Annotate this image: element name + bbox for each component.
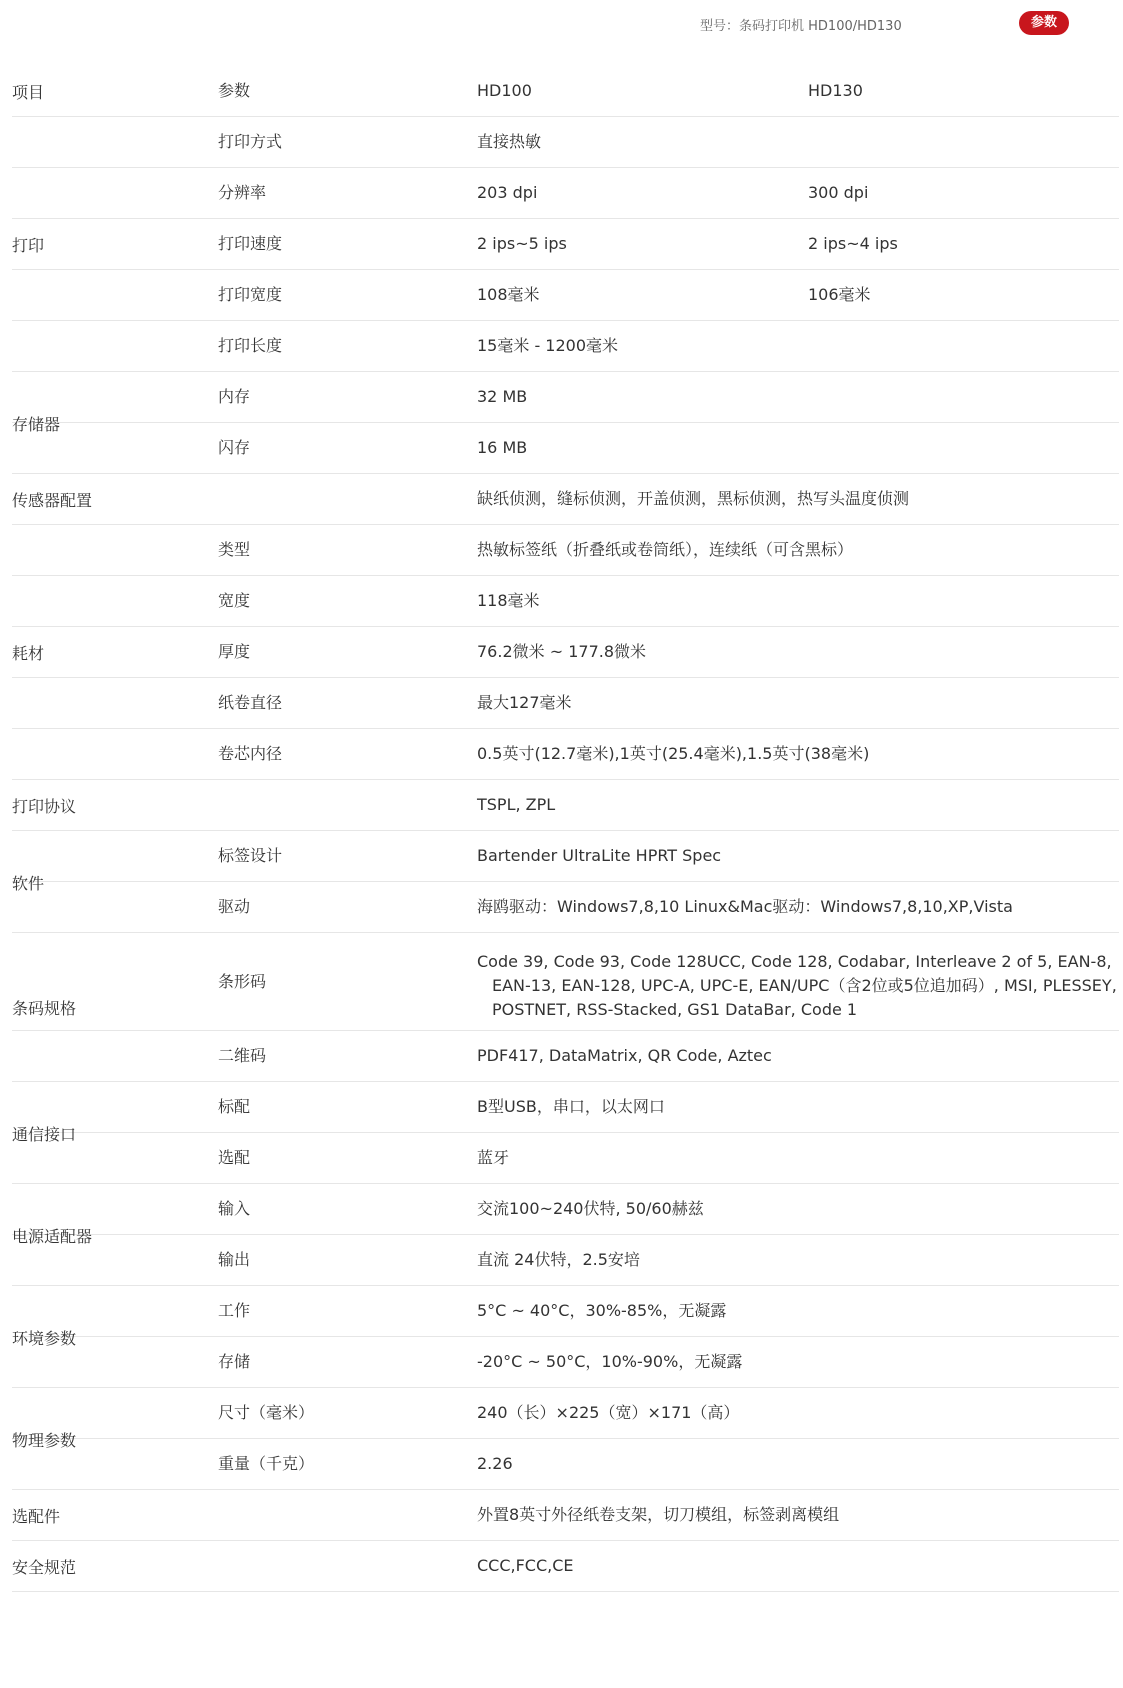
param-cell: 内存 — [218, 387, 251, 406]
category-label: 存储器 — [12, 414, 61, 434]
table-header-row — [12, 66, 1119, 117]
category-label: 电源适配器 — [12, 1226, 93, 1246]
param-cell — [218, 474, 478, 524]
param-cell: 标签设计 — [218, 846, 283, 865]
param-cell: 分辨率 — [218, 183, 267, 202]
param-cell: 尺寸（毫米） — [218, 1403, 315, 1422]
column-header-param: 参数 — [218, 81, 251, 100]
value-cell: 16 MB — [477, 438, 528, 457]
hd100-value-cell: 2 ips~5 ips — [477, 234, 567, 253]
category-label: 通信接口 — [12, 1124, 77, 1144]
category-label: 选配件 — [12, 1507, 61, 1526]
value-cell: 缺纸侦测，缝标侦测，开盖侦测，黑标侦测，热写头温度侦测 — [477, 489, 910, 508]
value-cell: B型USB，串口，以太网口 — [477, 1097, 665, 1116]
param-cell: 重量（千克） — [218, 1454, 315, 1473]
value-cell: 直接热敏 — [477, 132, 542, 151]
param-cell: 类型 — [218, 540, 251, 559]
param-cell: 打印宽度 — [218, 285, 283, 304]
param-cell: 纸卷直径 — [218, 693, 283, 712]
value-cell: 热敏标签纸（折叠纸或卷筒纸），连续纸（可含黑标） — [477, 540, 854, 559]
param-cell — [218, 1541, 478, 1591]
value-line: POSTNET, RSS-Stacked, GS1 DataBar, Code 1 — [492, 1000, 858, 1019]
param-cell: 工作 — [218, 1301, 251, 1320]
category-label: 耗材 — [12, 644, 45, 663]
value-line: EAN-13, EAN-128, UPC-A, UPC-E, EAN/UPC（含2位或5位追加码）, MSI, PLESSEY, — [492, 976, 1117, 995]
column-header-hd100: HD100 — [477, 81, 532, 100]
value-cell: 5°C ~ 40°C，30%-85%，无凝露 — [477, 1301, 727, 1320]
value-cell: 32 MB — [477, 387, 528, 406]
category-label: 打印协议 — [12, 797, 77, 816]
param-cell: 输入 — [218, 1199, 251, 1218]
value-cell: 最大127毫米 — [477, 693, 572, 712]
category-label: 条码规格 — [12, 999, 77, 1018]
value-cell: PDF417, DataMatrix, QR Code, Aztec — [477, 1046, 772, 1065]
value-cell: 蓝牙 — [477, 1148, 510, 1167]
param-cell — [218, 780, 478, 830]
param-cell: 闪存 — [218, 438, 251, 457]
value-cell: 0.5英寸(12.7毫米),1英寸(25.4毫米),1.5英寸(38毫米) — [477, 744, 870, 763]
value-cell: Bartender UltraLite HPRT Spec — [477, 846, 722, 865]
category-label: 软件 — [12, 873, 45, 893]
param-cell: 打印速度 — [218, 234, 283, 253]
param-cell: 输出 — [218, 1250, 251, 1269]
param-cell: 条形码 — [218, 971, 267, 991]
category-label: 传感器配置 — [12, 491, 93, 510]
value-cell: 240（长）×225（宽）×171（高） — [477, 1403, 740, 1422]
value-line: Code 39, Code 93, Code 128UCC, Code 128, Codabar, Interleave 2 of 5, EAN-8, — [477, 952, 1112, 971]
param-cell: 标配 — [218, 1097, 251, 1116]
value-cell: 交流100~240伏特, 50/60赫兹 — [477, 1199, 704, 1218]
param-cell: 打印长度 — [218, 336, 283, 355]
value-cell: 76.2微米 ~ 177.8微米 — [477, 642, 647, 661]
column-header-hd130: HD130 — [808, 81, 863, 100]
value-cell: 直流 24伏特，2.5安培 — [477, 1250, 640, 1269]
param-cell: 卷芯内径 — [218, 744, 283, 763]
value-cell — [477, 933, 1119, 1030]
hd100-value-cell: 203 dpi — [477, 183, 538, 202]
model-label: 型号：条码打印机 HD100/HD130 — [700, 19, 902, 34]
param-cell: 宽度 — [218, 591, 251, 610]
param-cell: 选配 — [218, 1148, 251, 1167]
spec-table — [12, 66, 1119, 1592]
param-cell — [218, 1490, 478, 1540]
hd130-value-cell: 106毫米 — [808, 285, 871, 304]
param-cell: 二维码 — [218, 1046, 267, 1065]
hd130-value-cell: 2 ips~4 ips — [808, 234, 898, 253]
value-cell: TSPL, ZPL — [477, 795, 556, 814]
spec-badge[interactable]: 参数 — [1019, 11, 1069, 35]
value-cell: -20°C ~ 50°C，10%-90%，无凝露 — [477, 1352, 743, 1371]
value-cell: 15毫米 - 1200毫米 — [477, 336, 619, 355]
category-label: 物理参数 — [12, 1430, 77, 1450]
category-label: 环境参数 — [12, 1328, 77, 1348]
value-cell: 外置8英寸外径纸卷支架，切刀模组，标签剥离模组 — [477, 1505, 840, 1524]
top-bar — [0, 0, 1123, 48]
category-label: 打印 — [12, 236, 45, 255]
param-cell: 存储 — [218, 1352, 251, 1371]
param-cell: 打印方式 — [218, 132, 283, 151]
param-cell: 驱动 — [218, 897, 251, 916]
category-label: 安全规范 — [12, 1558, 77, 1577]
value-cell: 海鸥驱动：Windows7,8,10 Linux&Mac驱动：Windows7,8,10,XP,Vista — [477, 897, 1013, 916]
value-cell: 118毫米 — [477, 591, 540, 610]
param-cell: 厚度 — [218, 642, 251, 661]
value-cell: 2.26 — [477, 1454, 513, 1473]
value-cell: CCC,FCC,CE — [477, 1556, 574, 1575]
column-header-item: 项目 — [12, 83, 45, 102]
hd130-value-cell: 300 dpi — [808, 183, 869, 202]
hd100-value-cell: 108毫米 — [477, 285, 540, 304]
